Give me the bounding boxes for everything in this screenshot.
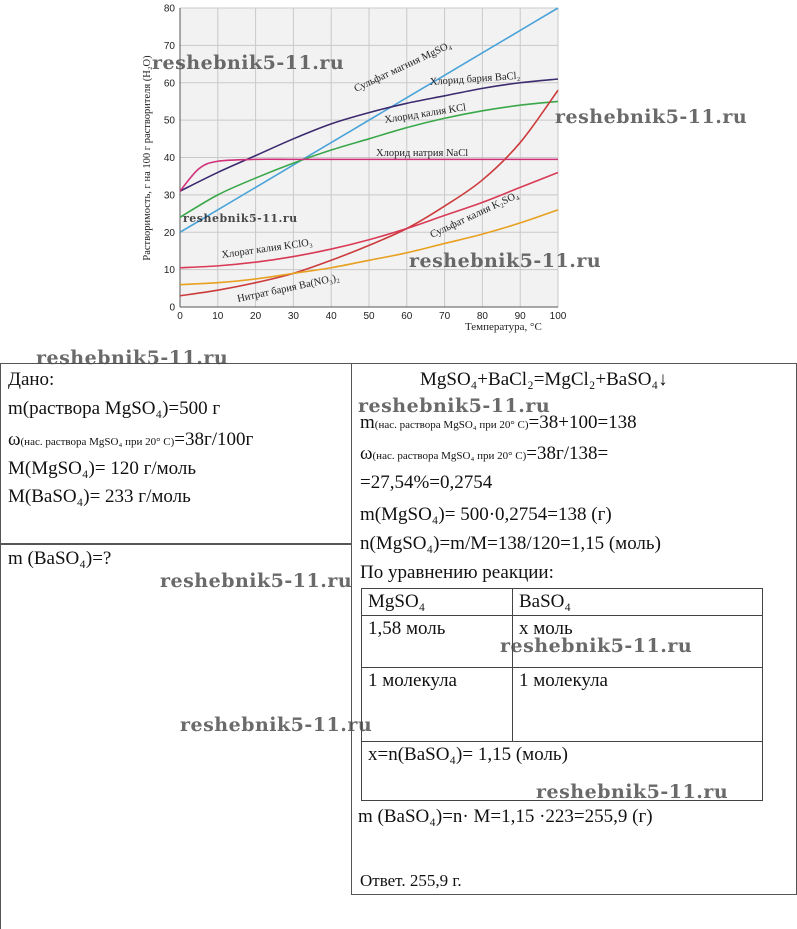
find-label: m (BaSO₄)=? [8, 548, 112, 569]
given-title: Дано: [8, 369, 55, 390]
x-tick-label: 50 [363, 311, 375, 322]
solubility-chart [130, 0, 570, 340]
solution-line-omega: ω(нас. раствора MgSO₄ при 20° С)=38г/138= [360, 443, 609, 464]
label-kcl: Хлорид калия KCl [383, 102, 467, 126]
x-tick-label: 20 [250, 311, 262, 322]
solution-line-mass-mgso4: m(MgSO₄)= 500·0,2754=138 (г) [360, 504, 612, 525]
y-tick-label: 70 [163, 40, 175, 52]
label-bano3: Нитрат бария Ba(NO₃)₂ [236, 272, 341, 305]
table-cell-mgso4-moles: 1,58 моль [362, 616, 513, 668]
answer: Ответ. 255,9 г. [360, 871, 462, 890]
table-cell-mgso4-ratio: 1 молекула [362, 668, 513, 742]
chart-ylabel: Растворимость, г на 100 г растворителя (H₂O) [142, 55, 153, 261]
label-kclo3: Хлорат калия KClO₃ [220, 237, 314, 261]
x-tick-label: 60 [401, 311, 413, 322]
reaction-table [361, 588, 763, 801]
chart-xlabel: Температура, °С [465, 321, 542, 333]
x-tick-label: 70 [439, 311, 451, 322]
table-head-baso4: BaSO₄ [513, 589, 763, 616]
solution-line-moles: n(MgSO₄)=m/M=138/120=1,15 (моль) [360, 533, 661, 554]
solution-line-final-mass: m (BaSO₄)=n· M=1,15 ·223=255,9 (г) [358, 806, 653, 827]
y-tick-label: 0 [169, 302, 175, 314]
watermark: reshebnik5-11.ru [152, 52, 345, 74]
x-tick-label: 100 [549, 311, 567, 322]
table-result: x=n(BaSO₄)= 1,15 (моль) [362, 742, 763, 801]
x-tick-label: 80 [476, 311, 488, 322]
find-box [0, 543, 352, 929]
y-tick-label: 20 [163, 227, 175, 239]
x-tick-label: 10 [212, 311, 224, 322]
label-mgso4: Сульфат магния MgSO₄ [352, 40, 454, 95]
table-head-mgso4: MgSO₄ [362, 589, 513, 616]
label-k2so4: Сульфат калия K₂SO₄ [428, 190, 521, 241]
watermark: reshebnik5-11.ru [36, 347, 229, 369]
y-tick-label: 50 [163, 115, 175, 127]
given-molar-baso4: M(BaSO₄)= 233 г/моль [8, 486, 191, 507]
y-tick-label: 30 [163, 190, 175, 202]
table-cell-baso4-ratio: 1 молекула [513, 668, 763, 742]
given-molar-mgso4: M(MgSO₄)= 120 г/моль [8, 458, 197, 479]
y-tick-label: 10 [163, 265, 175, 277]
watermark: reshebnik5-11.ru [358, 395, 551, 417]
table-cell-baso4-moles: x моль [513, 616, 763, 668]
watermark: reshebnik5-11.ru [180, 714, 373, 736]
reaction-equation: MgSO₄+BaCl₂=MgCl₂+BaSO₄↓ [420, 369, 668, 390]
watermark: reshebnik5-11.ru [160, 570, 353, 592]
label-nacl: Хлорид натрия NaCl [376, 148, 469, 159]
solution-line-mass: m(нас. раствора MgSO₄ при 20° С)=38+100=138 [360, 412, 637, 433]
y-tick-label: 80 [163, 3, 175, 15]
given-omega: ω(нас. раствора MgSO₄ при 20° С)=38г/100г [8, 429, 254, 450]
y-tick-label: 60 [163, 78, 175, 90]
solution-line-by-equation: По уравнению реакции: [360, 562, 554, 583]
watermark: reshebnik5-11.ru [536, 781, 729, 803]
watermark-small: reshebnik5-11.ru [183, 212, 298, 225]
x-tick-label: 90 [514, 311, 526, 322]
x-tick-label: 40 [325, 311, 337, 322]
watermark: reshebnik5-11.ru [409, 250, 602, 272]
watermark: reshebnik5-11.ru [555, 106, 748, 128]
x-tick-label: 30 [287, 311, 299, 322]
label-bacl2: Хлорид бария BaCl₂ [429, 70, 521, 88]
given-mass: m(раствора MgSO₄)=500 г [8, 398, 221, 419]
solution-line-percent: =27,54%=0,2754 [360, 472, 493, 493]
x-tick-label: 0 [177, 311, 183, 322]
y-tick-label: 40 [163, 153, 175, 164]
watermark: reshebnik5-11.ru [500, 635, 693, 657]
